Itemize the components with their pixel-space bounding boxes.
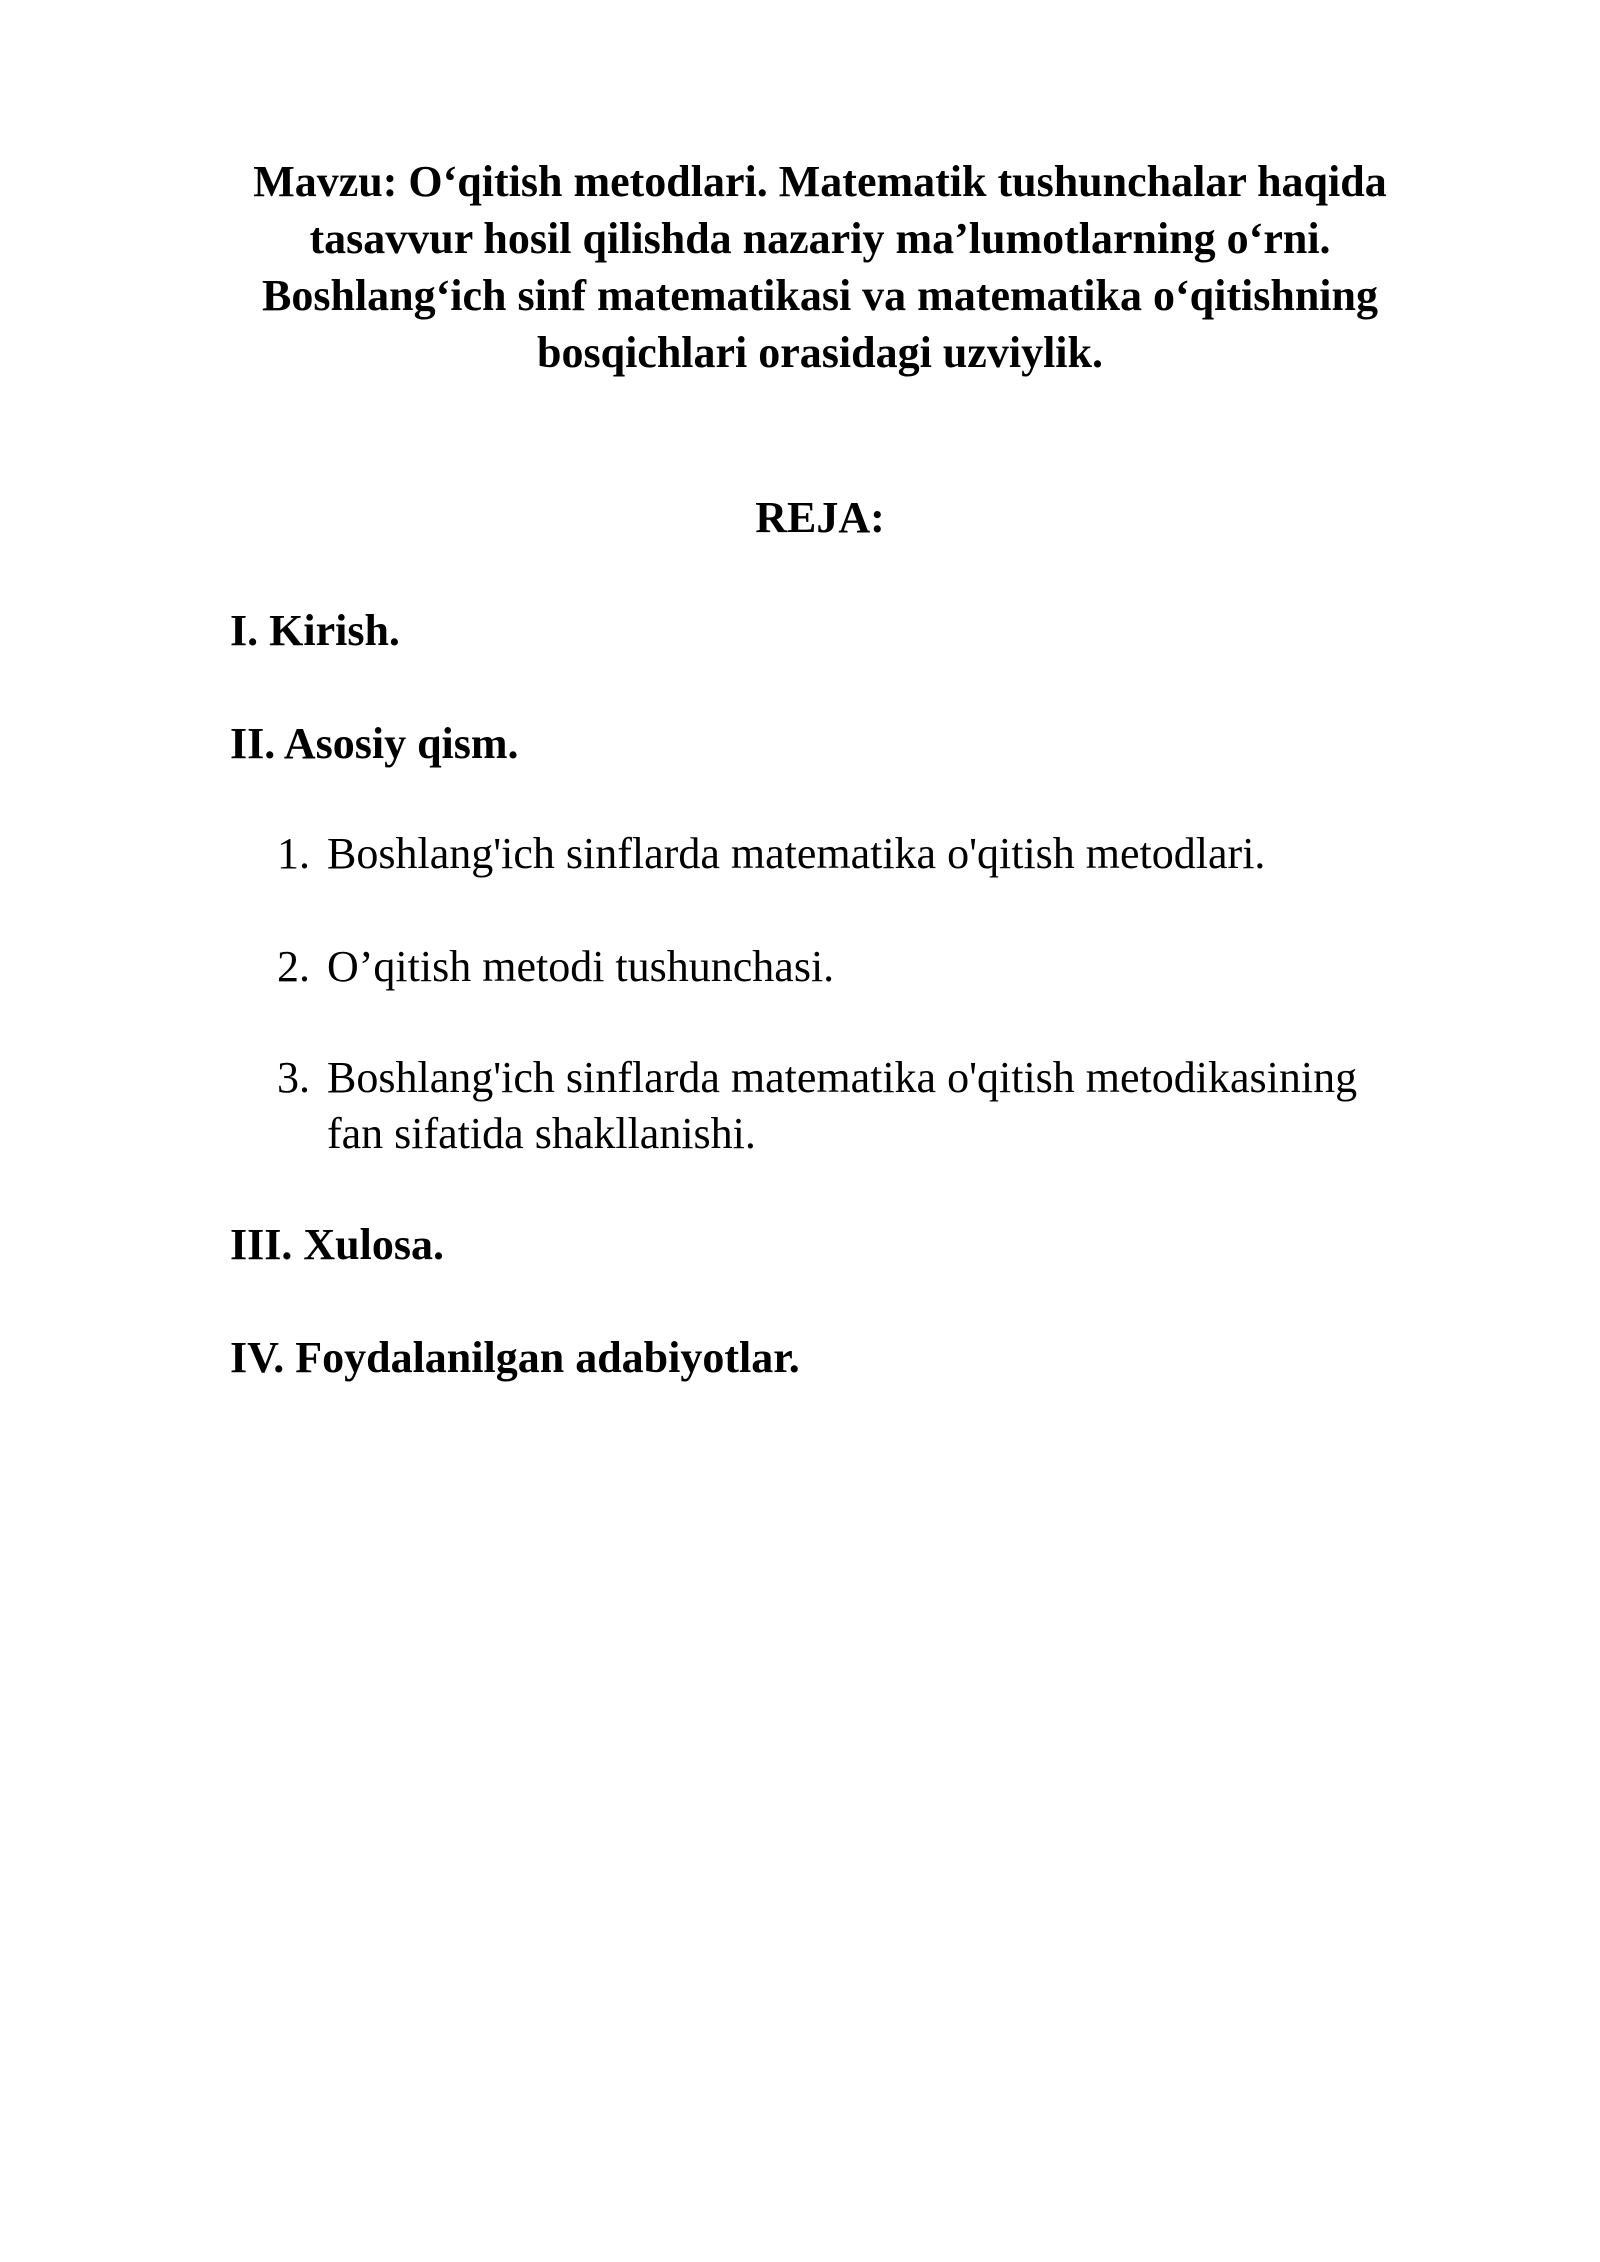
document-title: Mavzu: O‘qitish metodlari. Matematik tushunchalar haqida tasavvur hosil qilishda nazariy ma’lumotlarning o‘rni. Boshlang‘ich sinf matematikasi va matematika o‘qitishning bosqichlari orasidagi uzviylik. xyxy=(253,157,1387,377)
list-item xyxy=(277,826,1397,882)
list-item-text: Boshlang'ich sinflarda matematika o'qitish metodikasining fan sifatida shakllanishi. xyxy=(327,1053,1358,1158)
section-conclusion: III. Xulosa. xyxy=(230,1220,444,1269)
list-item-number: 3. xyxy=(277,1053,310,1102)
plan-heading: REJA: xyxy=(755,493,885,542)
section-introduction: I. Kirish. xyxy=(230,606,400,655)
section-references: IV. Foydalanilgan adabiyotlar. xyxy=(230,1333,800,1382)
list-item xyxy=(277,939,1397,995)
list-item xyxy=(277,1050,1397,1162)
list-item-text: O’qitish metodi tushunchasi. xyxy=(327,942,835,991)
list-item-number: 2. xyxy=(277,942,310,991)
list-item-number: 1. xyxy=(277,829,310,878)
list-item-text: Boshlang'ich sinflarda matematika o'qitish metodlari. xyxy=(327,829,1266,878)
section-main-part: II. Asosiy qism. xyxy=(230,719,519,768)
